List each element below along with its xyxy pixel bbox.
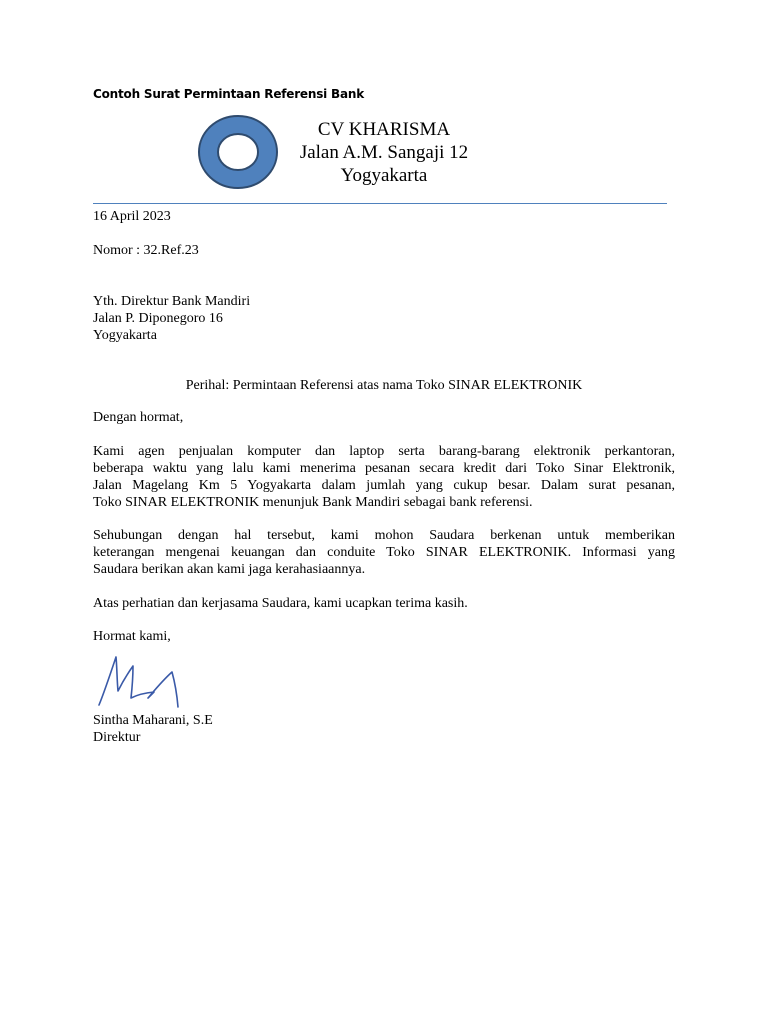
company-city: Yogyakarta (340, 165, 428, 186)
company-name: CV KHARISMA (317, 119, 451, 140)
signer-title: Direktur (93, 730, 141, 745)
paragraph-1-line: Kami agen penjualan komputer dan laptop serta barang-barang elektronik perkantoran, (93, 444, 675, 459)
company-block (278, 118, 490, 187)
recipient-line-1: Yth. Direktur Bank Mandiri (93, 294, 251, 309)
paragraph-1-line: Toko SINAR ELEKTRONIK menunjuk Bank Mandiri sebagai bank referensi. (93, 495, 533, 510)
sample-title: Contoh Surat Permintaan Referensi Bank (93, 87, 365, 101)
letter-date: 16 April 2023 (93, 209, 171, 224)
paragraph-2-line: keterangan mengenai keuangan dan conduite Toko SINAR ELEKTRONIK. Informasi yang (93, 545, 675, 560)
signer-name: Sintha Maharani, S.E (93, 713, 213, 728)
letter-subject: Perihal: Permintaan Referensi atas nama Toko SINAR ELEKTRONIK (185, 378, 583, 393)
paragraph-1-line: Jalan Magelang Km 5 Yogyakarta dalam jumlah yang cukup besar. Dalam surat pesanan, (93, 478, 675, 493)
recipient-line-3: Yogyakarta (93, 328, 157, 343)
closing-sentence: Atas perhatian dan kerjasama Saudara, kami ucapkan terima kasih. (93, 596, 468, 611)
ring-logo-icon (197, 114, 279, 190)
paragraph-2 (93, 527, 675, 578)
handwritten-signature-icon (96, 653, 186, 709)
closing-salutation: Hormat kami, (93, 629, 171, 644)
letter-number: Nomor : 32.Ref.23 (93, 243, 199, 258)
recipient-line-2: Jalan P. Diponegoro 16 (93, 311, 223, 326)
greeting: Dengan hormat, (93, 410, 184, 425)
letterhead-divider (93, 203, 667, 204)
company-address: Jalan A.M. Sangaji 12 (299, 142, 469, 163)
paragraph-1 (93, 443, 675, 511)
paragraph-1-line: beberapa waktu yang lalu kami menerima pesanan secara kredit dari Toko Sinar Elektronik, (93, 461, 675, 476)
paragraph-2-line: Sehubungan dengan hal tersebut, kami mohon Saudara berkenan untuk memberikan (93, 528, 675, 543)
paragraph-2-line: Saudara berikan akan kami jaga kerahasiaannya. (93, 562, 366, 577)
